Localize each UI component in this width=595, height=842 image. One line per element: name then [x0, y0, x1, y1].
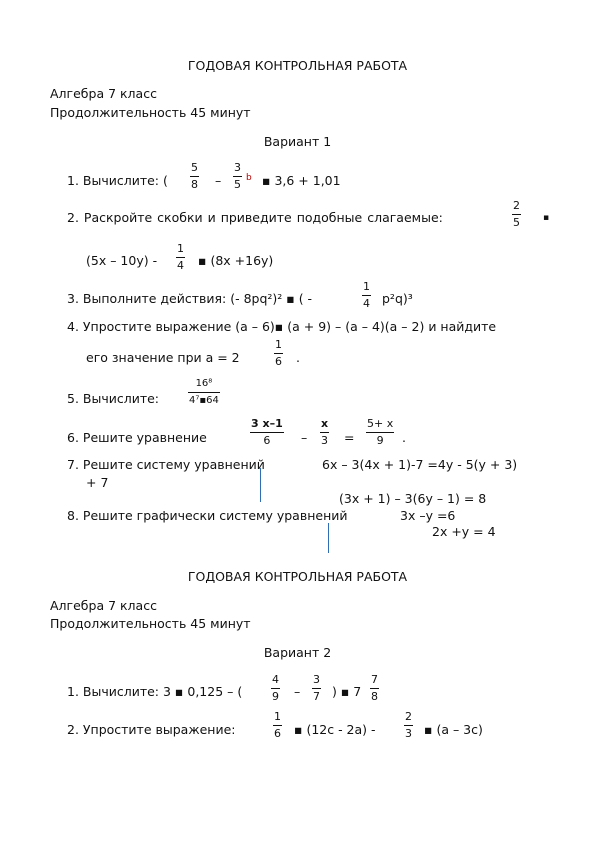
- denominator: 6: [263, 434, 271, 447]
- duration-label: Продолжительность 45 минут: [50, 105, 251, 120]
- equals-sign: =: [344, 430, 355, 445]
- numerator: 1: [176, 243, 185, 258]
- denominator: 7: [313, 690, 320, 703]
- page-title: ГОДОВАЯ КОНТРОЛЬНАЯ РАБОТА: [187, 58, 408, 73]
- numerator: x: [320, 418, 329, 433]
- v2-task-2-text-2: ▪ (12c - 2a) -: [294, 722, 376, 737]
- system-equation-2: (3x + 1) – 3(6y – 1) = 8: [339, 491, 487, 506]
- task-3-text: 3. Выполните действия: (- 8pq²)² ▪ ( -: [67, 291, 313, 306]
- red-mark: b: [246, 173, 252, 183]
- period: .: [296, 350, 300, 365]
- numerator: 1: [362, 281, 371, 296]
- task-2-text: 2. Раскройте скобки и приведите подобные слагаемые:: [67, 210, 443, 225]
- denominator: 6: [275, 355, 282, 368]
- variant-heading-2: Вариант 2: [263, 645, 332, 660]
- fraction: [512, 200, 521, 229]
- fraction: [273, 711, 282, 740]
- numerator: 7: [370, 674, 379, 689]
- fraction: [250, 418, 284, 447]
- fraction: [366, 418, 394, 447]
- fraction: [274, 339, 283, 368]
- minus-sign: –: [301, 430, 308, 445]
- fraction: [190, 162, 199, 191]
- minus-sign: –: [294, 684, 301, 699]
- task-8-text: 8. Решите графически систему уравнений: [67, 508, 348, 523]
- task-1-rest: ▪ 3,6 + 1,01: [262, 173, 341, 188]
- numerator: 3: [233, 162, 242, 177]
- page-title-2: ГОДОВАЯ КОНТРОЛЬНАЯ РАБОТА: [187, 569, 408, 584]
- system-equation-1: 3x –y =6: [400, 508, 456, 523]
- task-6-text: 6. Решите уравнение: [67, 430, 207, 445]
- subject-label-2: Алгебра 7 класс: [50, 598, 157, 613]
- denominator: 8: [371, 690, 378, 703]
- subject-label: Алгебра 7 класс: [50, 86, 157, 101]
- numerator: 5+ x: [366, 418, 394, 433]
- numerator: 2: [512, 200, 521, 215]
- denominator: 4: [363, 297, 370, 310]
- numerator: 3 x–1: [250, 418, 284, 433]
- numerator: 1: [273, 711, 282, 726]
- denominator: 9: [272, 690, 279, 703]
- task-2-expression: (5x – 10y) -: [86, 253, 158, 268]
- fraction: [362, 281, 371, 310]
- system-brace-icon: [260, 468, 261, 502]
- task-7-text: 7. Решите систему уравнений: [67, 457, 265, 472]
- denominator: 5: [234, 178, 241, 191]
- variant-heading: Вариант 1: [263, 134, 332, 149]
- system-equation-2: 2x +y = 4: [432, 524, 496, 539]
- fraction: [312, 674, 321, 703]
- fraction: [320, 418, 329, 447]
- task-2-expression-2: ▪ (8x +16y): [198, 253, 274, 268]
- denominator: 4⁷▪64: [189, 395, 219, 406]
- task-5-text: 5. Вычислите:: [67, 391, 160, 406]
- numerator: 2: [404, 711, 413, 726]
- task-4-text-2: его значение при a = 2: [86, 350, 240, 365]
- numerator: 4: [271, 674, 280, 689]
- task-1-text: 1. Вычислите: (: [67, 173, 168, 188]
- minus-sign: –: [215, 173, 222, 188]
- v2-task-1-text-2: ) ▪ 7: [332, 684, 362, 699]
- v2-task-1-text: 1. Вычислите: 3 ▪ 0,125 – (: [67, 684, 243, 699]
- multiply-dot: ▪: [543, 213, 550, 223]
- numerator: 16⁸: [188, 378, 220, 393]
- denominator: 4: [177, 259, 184, 272]
- fraction: [176, 243, 185, 272]
- fraction: [370, 674, 379, 703]
- numerator: 1: [274, 339, 283, 354]
- v2-task-2-text: 2. Упростите выражение:: [67, 722, 236, 737]
- task-3-text-2: p²q)³: [382, 291, 413, 306]
- fraction: [188, 378, 220, 407]
- system-brace-icon: [328, 523, 329, 553]
- denominator: 5: [513, 216, 520, 229]
- denominator: 3: [405, 727, 412, 740]
- denominator: 3: [321, 434, 329, 447]
- denominator: 8: [191, 178, 198, 191]
- numerator: 5: [190, 162, 199, 177]
- duration-label-2: Продолжительность 45 минут: [50, 616, 251, 631]
- denominator: 9: [376, 434, 384, 447]
- period: .: [402, 430, 406, 445]
- system-equation-1: 6x – 3(4x + 1)-7 =4y - 5(y + 3): [322, 457, 518, 472]
- v2-task-2-text-3: ▪ (a – 3c): [424, 722, 483, 737]
- fraction: [271, 674, 280, 703]
- fraction: [404, 711, 413, 740]
- task-4-text: 4. Упростите выражение (a – 6)▪ (a + 9) – (a – 4)(a – 2) и найдите: [67, 319, 497, 334]
- system-equation-1-cont: + 7: [86, 475, 109, 490]
- numerator: 3: [312, 674, 321, 689]
- fraction: [233, 162, 242, 191]
- denominator: 6: [274, 727, 281, 740]
